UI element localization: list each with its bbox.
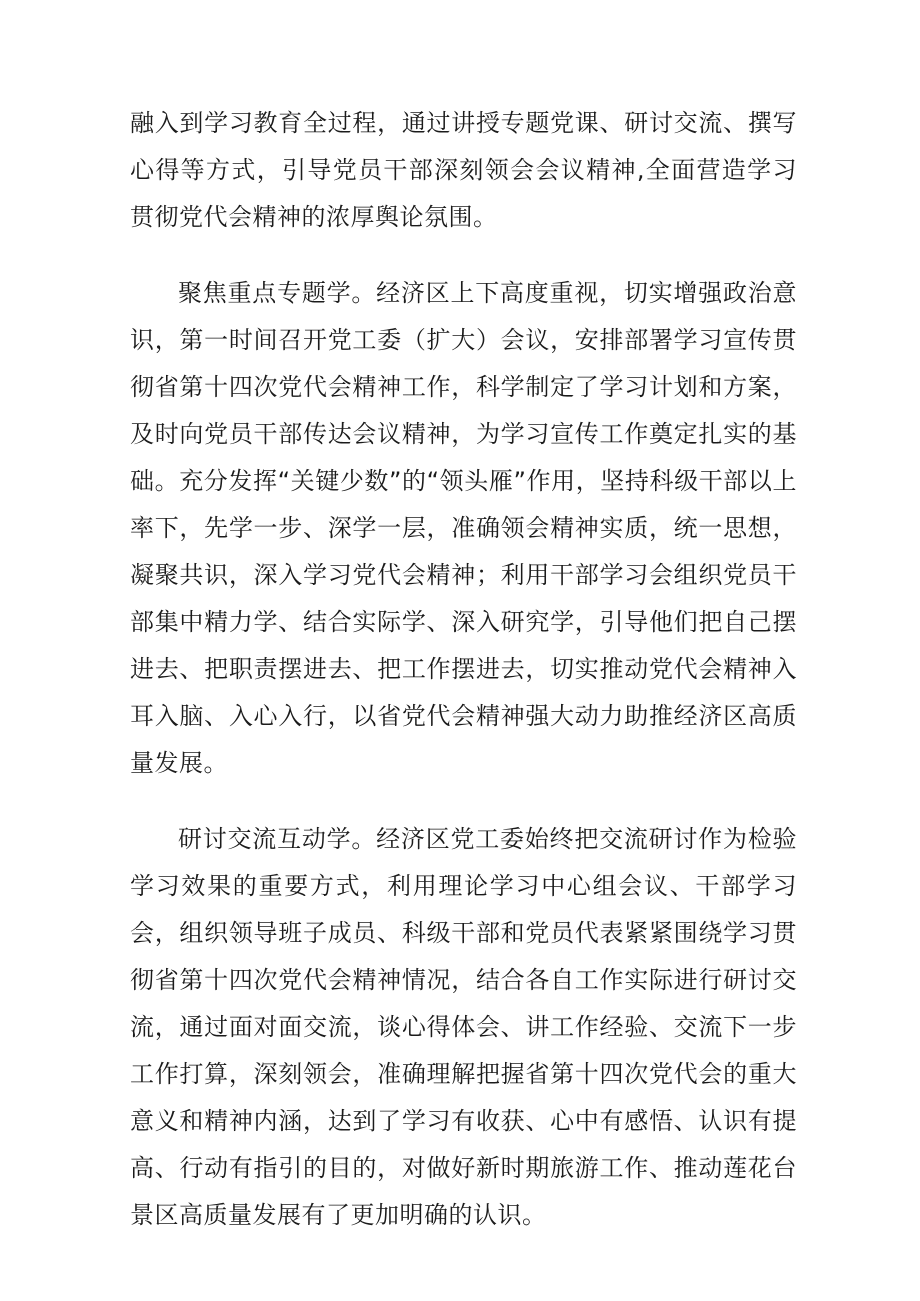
paragraph-focus-key-topics: 聚焦重点专题学。经济区上下高度重视，切实增强政治意识，第一时间召开党工委（扩大）会议，安排部署学习宣传贯彻省第十四次党代会精神工作，科学制定了学习计划和方案，及时向党员干部传达会议精神，为学习宣传工作奠定扎实的基础。充分发挥“关键少数”的“领头雁”作用，坚持科级干部以上率下，先学一步、深学一层，准确领会精神实质，统一思想，凝聚共识，深入学习党代会精神；利用干部学习会组织党员干部集中精力学、结合实际学、深入研究学，引导他们把自己摆进去、把职责摆进去、把工作摆进去，切实推动党代会精神入耳入脑、入心入行，以省党代会精神强大动力助推经济区高质量发展。 [130, 279, 797, 777]
paragraph-continuation: 融入到学习教育全过程，通过讲授专题党课、研讨交流、撰写心得等方式，引导党员干部深刻领会会议精神,全面营造学习贯彻党代会精神的浓厚舆论氛围。 [130, 109, 797, 231]
paragraph-discussion-exchange: 研讨交流互动学。经济区党工委始终把交流研讨作为检验学习效果的重要方式，利用理论学习中心组会议、干部学习会，组织领导班子成员、科级干部和党员代表紧紧围绕学习贯彻省第十四次党代会精神情况，结合各自工作实际进行研讨交流，通过面对面交流，谈心得体会、讲工作经验、交流下一步工作打算，深刻领会，准确理解把握省第十四次党代会的重大意义和精神内涵，达到了学习有收获、心中有感悟、认识有提高、行动有指引的目的，对做好新时期旅游工作、推动莲花台景区高质量发展有了更加明确的认识。 [130, 825, 797, 1229]
